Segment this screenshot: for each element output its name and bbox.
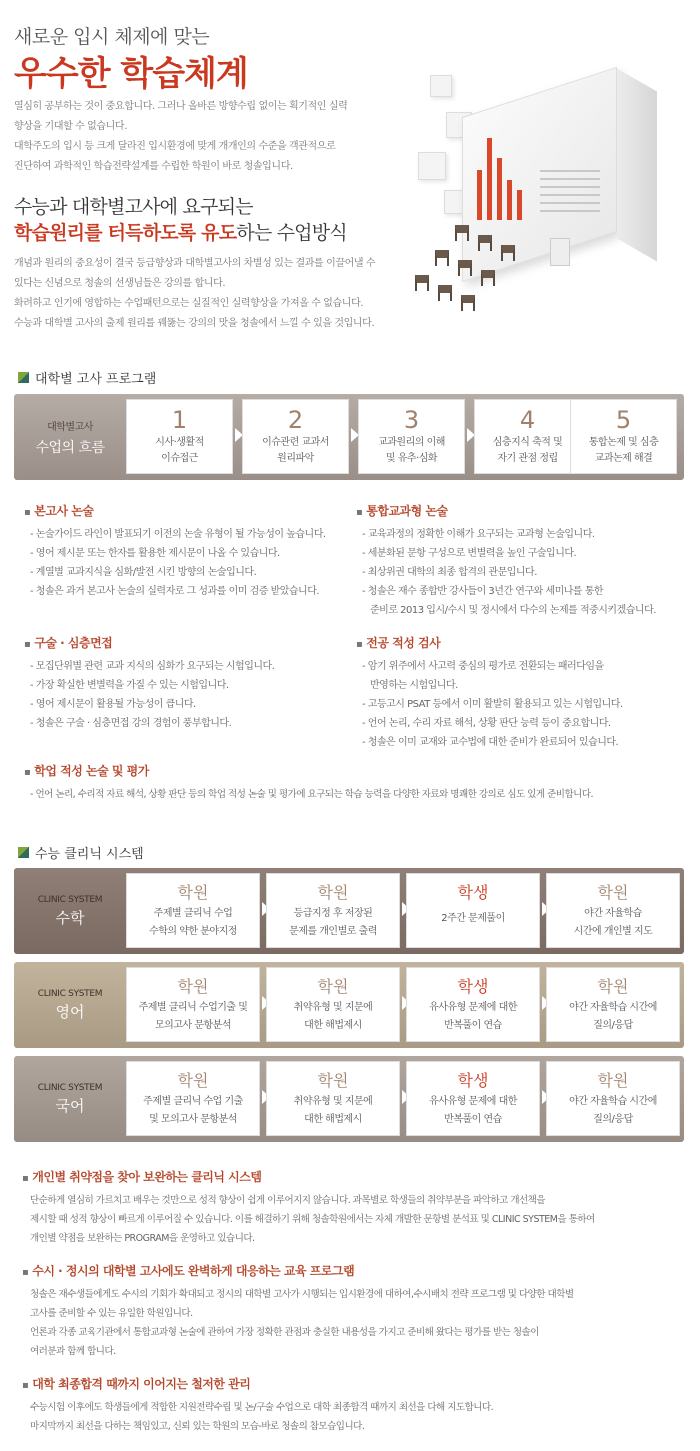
block-aptitude	[356, 634, 686, 752]
hero-body-line: 있다는 신념으로 청솔의 선생님들은 강의를 합니다.	[14, 278, 226, 289]
block-item: - 암기 위주에서 사고력 중심의 평가로 전환되는 패러다임을	[362, 661, 604, 672]
step-number: 4	[519, 406, 536, 434]
clinic-card-text: 질의/응답	[593, 1114, 633, 1125]
block-item: - 언어 논리, 수리적 자료 해석, 상황 판단 등의 학업 적성 논술 및 평가에 요구되는 학습 능력을 다양한 자료와 명쾌한 강의로 심도 있게 준비합니다.	[30, 789, 594, 800]
bottom-line: 마지막까지 최선을 다하는 책임있고, 신뢰 있는 학원의 모습-바로 청솔의 참모습입니다.	[30, 1421, 365, 1432]
step-text: 통합논제 및 심층	[588, 437, 659, 448]
chair-icon	[481, 270, 495, 286]
block-academic	[24, 762, 688, 804]
clinic-heading	[18, 843, 144, 862]
hero-subtitle: 새로운 입시 체제에 맞는	[14, 26, 210, 48]
program-flow	[14, 394, 684, 480]
block-title: ▪ 통합교과형 논술	[356, 502, 686, 519]
clinic-card-text: 야간 자율학습	[584, 908, 642, 919]
clinic-row-label	[14, 962, 126, 1048]
clinic-card-text: 유사유형 문제에 대한	[429, 1002, 517, 1013]
clinic-system-label: CLINIC SYSTEM	[37, 988, 103, 999]
bottom-line: 수능시험 이후에도 학생들에게 적합한 지원전략수립 및 논/구술 수업으로 대학 최종합격 때까지 최선을 다해 지도합니다.	[30, 1402, 494, 1413]
block-item: 반영하는 시험입니다.	[370, 680, 458, 691]
clinic-card	[406, 1061, 540, 1136]
hero-body2	[14, 254, 414, 334]
bottom-title: ▪ 대학 최종합격 때까지 이어지는 철저한 관리	[22, 1375, 692, 1392]
chair-icon	[435, 250, 449, 266]
step-number: 3	[403, 406, 420, 434]
bottom-line: 고사를 준비할 수 있는 유일한 학원입니다.	[30, 1308, 193, 1319]
clinic-card-actor: 학원	[317, 1071, 349, 1090]
clinic-card-text: 시간에 개인별 지도	[573, 926, 653, 937]
clinic-card-text: 대한 해법제시	[304, 1020, 362, 1031]
block-item: - 청솔은 과거 본고사 논술의 실력자로 그 성과를 이미 검증 받았습니다.	[30, 586, 320, 597]
clinic-card-text: 주제별 클리닉 수업 기출	[143, 1096, 243, 1107]
clinic-card-text: 취약유형 및 지문에	[293, 1002, 373, 1013]
bottom-program	[22, 1262, 692, 1361]
block-item: - 청솔은 재수 종합반 강사들이 3년간 연구와 세미나를 통한	[362, 586, 604, 597]
block-title: ▪ 전공 적성 검사	[356, 634, 686, 651]
clinic-card-text: 대한 해법제시	[304, 1114, 362, 1125]
section-square-icon	[18, 372, 29, 383]
flow-step	[570, 399, 677, 474]
clinic-card-text: 등급지정 후 저장된	[293, 908, 373, 919]
step-text: 교과논제 해결	[594, 453, 653, 464]
flow-step	[242, 399, 349, 474]
block-item: - 모집단위별 관련 교과 지식의 심화가 요구되는 시험입니다.	[30, 661, 275, 672]
bottom-title: ▪ 개인별 취약점을 찾아 보완하는 클리닉 시스템	[22, 1168, 692, 1185]
clinic-subject: 영어	[55, 1002, 85, 1021]
bottom-management	[22, 1375, 692, 1436]
chair-icon	[458, 260, 472, 276]
step-text: 원리파악	[277, 453, 314, 464]
step-text: 자기 관점 정립	[497, 453, 558, 464]
bottom-line: 개인별 약점을 보완하는 PROGRAM을 운영하고 있습니다.	[30, 1233, 255, 1244]
flow-step	[358, 399, 465, 474]
step-number: 1	[171, 406, 188, 434]
clinic-card-text: 2주간 문제풀이	[441, 913, 505, 924]
clinic-row-label	[14, 868, 126, 954]
clinic-subject: 수학	[55, 908, 85, 927]
hero-intro	[14, 97, 414, 177]
clinic-card-text: 주제별 클리닉 수업	[153, 908, 233, 919]
board-bar	[487, 138, 492, 220]
hero-section	[0, 0, 700, 340]
clinic-heading-text: 수능 클리닉 시스템	[35, 847, 144, 862]
clinic-card-text: 주제별 클리닉 수업기출 및	[138, 1002, 248, 1013]
bottom-line: 언론과 각종 교육기관에서 통합교과형 논술에 관하여 가장 정확한 관점과 충실한 내용성을 가지고 준비해 왔다는 평가를 받는 청솔이	[30, 1327, 539, 1338]
clinic-card-text: 야간 자율학습 시간에	[569, 1096, 657, 1107]
hero-body-line: 수능과 대학별 고사의 출제 원리를 꿰뚫는 강의의 맛을 청솔에서 느낄 수 있을 것입니다.	[14, 318, 375, 329]
step-text: 심층지식 축적 및	[492, 437, 563, 448]
hero-intro-line: 열심히 공부하는 것이 중요합니다. 그러나 올바른 방향수립 없이는 획기적인 실력	[14, 101, 348, 112]
flow-step	[126, 399, 233, 474]
block-item: - 영어 제시문이 활용될 가능성이 큽니다.	[30, 699, 196, 710]
clinic-card-actor: 학원	[597, 883, 629, 902]
clinic-card	[266, 967, 400, 1042]
hero-title: 우수한 학습체계	[14, 54, 248, 94]
hero-intro-line: 향상을 기대할 수 없습니다.	[14, 121, 127, 132]
chair-icon	[415, 275, 429, 291]
clinic-card-text: 취약유형 및 지문에	[293, 1096, 373, 1107]
clinic-card	[126, 873, 260, 948]
step-number: 5	[615, 406, 632, 434]
hero-intro-line: 진단하여 과학적인 학습전략설계를 수립한 학원이 바로 청솔입니다.	[14, 161, 293, 172]
clinic-card-text: 문제를 개인별로 출력	[289, 926, 377, 937]
chair-icon	[455, 225, 469, 241]
clinic-card-actor: 학원	[317, 977, 349, 996]
block-item: 준비로 2013 입시/수시 및 정시에서 다수의 논제를 적중시키겠습니다.	[370, 605, 656, 616]
block-shape	[430, 75, 452, 97]
clinic-card-text: 반복풀이 연습	[444, 1114, 502, 1125]
clinic-card	[546, 1061, 680, 1136]
bottom-line: 제시할 때 성적 향상이 빠르게 이루어질 수 있습니다. 이를 해결하기 위해 청솔학원에서는 자체 개발한 문항별 분석표 및 CLINIC SYSTEM을 통하여	[30, 1214, 595, 1225]
clinic-system-label: CLINIC SYSTEM	[37, 894, 103, 905]
step-number: 2	[287, 406, 304, 434]
hero-intro-line: 대학주도의 입시 등 크게 달라진 입시환경에 맞게 개개인의 수준을 객관적으로	[14, 141, 336, 152]
clinic-card-actor: 학생	[457, 883, 489, 902]
block-essay	[24, 502, 354, 601]
board-bar	[497, 158, 502, 220]
block-item: - 논술가이드 라인이 발표되기 이전의 논술 유형이 될 가능성이 높습니다.	[30, 529, 326, 540]
hero-heading2-suffix: 하는 수업방식	[236, 222, 347, 244]
clinic-card-actor: 학원	[317, 883, 349, 902]
clinic-card-text: 질의/응답	[593, 1020, 633, 1031]
hero-heading2-line1: 수능과 대학별고사에 요구되는	[14, 196, 253, 218]
bottom-line: 청솔은 재수생들에게도 수시의 기회가 확대되고 정시의 대학별 고사가 시행되는 입시환경에 대하여,수시배치 전략 프로그램 및 다양한 대학별	[30, 1289, 574, 1300]
step-text: 교과원리의 이해	[378, 437, 445, 448]
block-title: ▪ 본고사 논술	[24, 502, 354, 519]
clinic-row-english	[14, 962, 684, 1048]
clinic-row-label	[14, 1056, 126, 1142]
chair-icon	[438, 285, 452, 301]
chair-icon	[461, 295, 475, 311]
section-square-icon	[18, 847, 29, 858]
block-item: - 청솔은 이미 교재와 교수법에 대한 준비가 완료되어 있습니다.	[362, 737, 619, 748]
hero-body-line: 개념과 원리의 중요성이 결국 등급향상과 대학별고사의 차별성 있는 결과를 이끌어낼 수	[14, 258, 376, 269]
clinic-card-text: 야간 자율학습 시간에	[569, 1002, 657, 1013]
hero-body-line: 화려하고 인기에 영합하는 수업패턴으로는 실질적인 실력향상을 가져올 수 없습니다.	[14, 298, 364, 309]
flow-label-small: 대학별고사	[47, 421, 93, 433]
board-bar	[477, 170, 482, 220]
block-item: - 청솔은 구술 · 심층면접 강의 경험이 풍부합니다.	[30, 718, 232, 729]
bottom-line: 단순하게 열심히 가르치고 배우는 것만으로 성적 향상이 쉽게 이루어지지 않습니다. 과목별로 학생들의 취약부분을 파악하고 개선책을	[30, 1195, 546, 1206]
block-item: - 가장 확실한 변별력을 가질 수 있는 시험입니다.	[30, 680, 229, 691]
clinic-card	[126, 967, 260, 1042]
step-text: 및 유추·심화	[385, 453, 438, 464]
clinic-card	[546, 967, 680, 1042]
program-heading	[18, 368, 156, 387]
chair-icon	[478, 235, 492, 251]
clinic-system-label: CLINIC SYSTEM	[37, 1082, 103, 1093]
clinic-card-text: 수학의 약한 분야지정	[149, 926, 237, 937]
clinic-row-math	[14, 868, 684, 954]
hero-heading2-highlight: 학습원리를 터득하도록 유도	[14, 222, 237, 244]
bottom-line: 여러분과 함께 합니다.	[30, 1346, 116, 1357]
clinic-card-actor: 학원	[597, 977, 629, 996]
clinic-card-actor: 학생	[457, 1071, 489, 1090]
chair-icon	[501, 245, 515, 261]
clinic-card	[546, 873, 680, 948]
clinic-card	[266, 1061, 400, 1136]
clinic-card-actor: 학원	[597, 1071, 629, 1090]
flow-step	[474, 399, 581, 474]
step-text: 이슈접근	[161, 453, 198, 464]
clinic-card-actor: 학생	[457, 977, 489, 996]
block-interview	[24, 634, 354, 733]
block-title: ▪ 학업 적성 논술 및 평가	[24, 762, 688, 779]
flow-label-large: 수업의 흐름	[35, 439, 105, 456]
clinic-card-text: 모의고사 문항분석	[155, 1020, 231, 1031]
clinic-card-actor: 학원	[177, 977, 209, 996]
board-text-lines	[540, 170, 600, 218]
clinic-card	[126, 1061, 260, 1136]
clinic-card-text: 및 모의고사 문항분석	[149, 1114, 237, 1125]
podium	[550, 238, 570, 266]
clinic-card-actor: 학원	[177, 883, 209, 902]
presentation-board-side	[617, 68, 657, 261]
clinic-card-text: 유사유형 문제에 대한	[429, 1096, 517, 1107]
block-item: - 고등고시 PSAT 등에서 이미 활발히 활용되고 있는 시험입니다.	[362, 699, 623, 710]
board-bar	[507, 180, 512, 220]
bottom-title: ▪ 수시 · 정시의 대학별 고사에도 완벽하게 대응하는 교육 프로그램	[22, 1262, 692, 1279]
block-item: - 교육과정의 정확한 이해가 요구되는 교과형 논술입니다.	[362, 529, 595, 540]
clinic-row-korean	[14, 1056, 684, 1142]
block-item: - 계열별 교과지식을 심화/발전 시킨 방향의 논술입니다.	[30, 567, 257, 578]
step-text: 시사·생활적	[155, 437, 204, 448]
clinic-card-actor: 학원	[177, 1071, 209, 1090]
clinic-subject: 국어	[55, 1096, 85, 1115]
clinic-card	[406, 967, 540, 1042]
hero-heading2-line2	[14, 218, 347, 245]
clinic-card	[406, 873, 540, 948]
block-item: - 영어 제시문 또는 한자를 활용한 제시문이 나올 수 있습니다.	[30, 548, 280, 559]
clinic-card-text: 반복풀이 연습	[444, 1020, 502, 1031]
clinic-card	[266, 873, 400, 948]
board-bar-chart	[475, 130, 535, 220]
block-title: ▪ 구술 · 심층면접	[24, 634, 354, 651]
program-heading-text: 대학별 고사 프로그램	[35, 372, 157, 387]
block-shape	[418, 152, 446, 180]
block-item: - 언어 논리, 수리 자료 해석, 상황 판단 능력 등이 중요합니다.	[362, 718, 611, 729]
bottom-clinic-system	[22, 1168, 692, 1248]
block-item: - 세분화된 문항 구성으로 변별력을 높인 구술입니다.	[362, 548, 577, 559]
program-flow-label	[14, 394, 126, 480]
classroom-illustration	[410, 20, 695, 330]
block-item: - 최상위권 대학의 최종 합격의 관문입니다.	[362, 567, 537, 578]
step-text: 이슈관련 교과서	[262, 437, 329, 448]
block-integrated	[356, 502, 686, 620]
board-bar	[517, 190, 522, 220]
